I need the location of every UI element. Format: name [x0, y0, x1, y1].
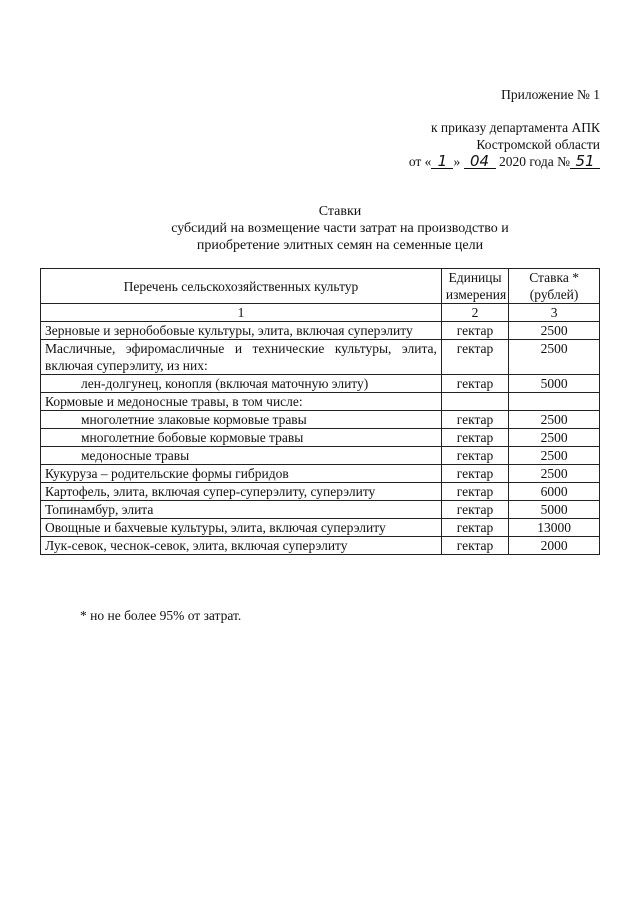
table-header-row [41, 269, 600, 304]
title-line-1: Ставки [318, 204, 362, 219]
order-line-2: Костромской области [476, 137, 600, 152]
appendix-header [409, 86, 600, 170]
table-row [41, 322, 600, 340]
unit-cell: гектар [441, 322, 508, 340]
header-crop: Перечень сельскохозяйственных культур [41, 269, 442, 304]
footnote: * но не более 95% от затрат. [80, 608, 242, 623]
crop-cell: Лук-севок, чеснок-севок, элита, включая суперэлиту [41, 537, 442, 555]
rate-cell: 2500 [509, 322, 600, 340]
unit-cell [441, 393, 508, 411]
crop-cell: Картофель, элита, включая супер-суперэлиту, суперэлиту [41, 483, 442, 501]
crop-cell: лен-долгунец, конопля (включая маточную элиту) [41, 375, 442, 393]
crop-cell: Кормовые и медоносные травы, в том числе: [41, 393, 442, 411]
title-line-2: субсидий на возмещение части затрат на производство и [171, 221, 509, 236]
table-row [41, 393, 600, 411]
crop-cell: Овощные и бахчевые культуры, элита, включая суперэлиту [41, 519, 442, 537]
table-row [41, 447, 600, 465]
handwritten-day: 1 [431, 154, 453, 169]
header-rate-line-1: Ставка * [529, 270, 579, 285]
order-line-1: к приказу департамента АПК [430, 120, 600, 135]
header-unit-line-2: измерения [445, 287, 507, 302]
unit-cell: гектар [441, 465, 508, 483]
unit-cell: гектар [441, 429, 508, 447]
rate-cell: 6000 [509, 483, 600, 501]
table-row [41, 375, 600, 393]
table-row [41, 483, 600, 501]
year-text: 2020 года № [498, 154, 570, 169]
crop-cell: Топинамбур, элита [41, 501, 442, 519]
rate-cell: 2500 [509, 411, 600, 429]
header-spacer [409, 103, 600, 119]
table-row [41, 465, 600, 483]
table-row [41, 340, 600, 375]
title-line-3: приобретение элитных семян на семенные цели [196, 238, 484, 253]
rate-cell: 13000 [509, 519, 600, 537]
unit-cell: гектар [441, 519, 508, 537]
col-number-3: 3 [509, 304, 600, 322]
handwritten-month: 04 [464, 154, 496, 169]
rate-cell: 2500 [509, 447, 600, 465]
unit-cell: гектар [441, 483, 508, 501]
rate-cell: 5000 [509, 375, 600, 393]
header-unit-line-1: Единицы [448, 270, 502, 285]
rate-cell: 5000 [509, 501, 600, 519]
col-number-2: 2 [441, 304, 508, 322]
table-row [41, 537, 600, 555]
appendix-label: Приложение № 1 [501, 87, 600, 102]
rate-cell: 2500 [509, 465, 600, 483]
column-number-row [41, 304, 600, 322]
rate-cell: 2500 [509, 340, 600, 375]
col-number-1: 1 [41, 304, 442, 322]
unit-cell: гектар [441, 340, 508, 375]
crop-cell: Зерновые и зернобобовые культуры, элита, включая суперэлиту [41, 322, 442, 340]
unit-cell: гектар [441, 375, 508, 393]
table-row [41, 411, 600, 429]
unit-cell: гектар [441, 411, 508, 429]
unit-cell: гектар [441, 501, 508, 519]
handwritten-order-number: 51 [570, 154, 600, 169]
crop-cell: многолетние бобовые кормовые травы [41, 429, 442, 447]
order-date-line [409, 153, 600, 170]
header-unit [441, 269, 508, 304]
table-row [41, 501, 600, 519]
crop-cell: Кукуруза – родительские формы гибридов [41, 465, 442, 483]
header-rate-line-2: (рублей) [529, 287, 579, 302]
rate-cell: 2000 [509, 537, 600, 555]
rate-cell [509, 393, 600, 411]
unit-cell: гектар [441, 537, 508, 555]
date-mid: » [453, 154, 461, 169]
crop-cell: медоносные травы [41, 447, 442, 465]
document-title [100, 203, 580, 254]
table-row [41, 429, 600, 447]
crop-cell: многолетние злаковые кормовые травы [41, 411, 442, 429]
rate-cell: 2500 [509, 429, 600, 447]
table-row [41, 519, 600, 537]
crop-cell: Масличные, эфиромасличные и технические культуры, элита, включая суперэлиту, из них: [41, 340, 442, 375]
unit-cell: гектар [441, 447, 508, 465]
date-prefix: от « [408, 154, 432, 169]
header-rate [509, 269, 600, 304]
rates-table [40, 268, 600, 555]
